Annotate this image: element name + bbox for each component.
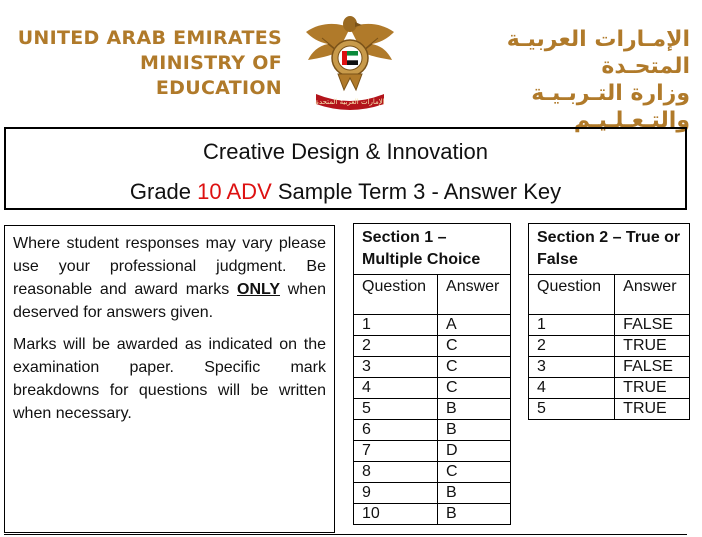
question-number: 10 <box>354 504 438 525</box>
question-number: 6 <box>354 420 438 441</box>
note-1-text-b: when deserved for answers given. <box>13 281 327 321</box>
uae-emblem-icon <box>298 8 402 112</box>
table-row <box>529 315 690 336</box>
answer: TRUE <box>615 336 690 357</box>
answer: TRUE <box>615 378 690 399</box>
answer: A <box>438 315 511 336</box>
table-row <box>354 336 511 357</box>
table-row <box>354 483 511 504</box>
section-1-col-answer: Answer <box>438 275 511 315</box>
question-number: 2 <box>354 336 438 357</box>
marking-notes <box>4 225 335 533</box>
answer: B <box>438 420 511 441</box>
section-2-col-answer: Answer <box>615 275 690 315</box>
note-paragraph-1 <box>13 232 326 324</box>
ar-line-2: وزارة التـربـيـة والتـعـلـيـم <box>531 81 690 133</box>
question-number: 8 <box>354 462 438 483</box>
answer: C <box>438 462 511 483</box>
document-title-box <box>4 127 687 210</box>
question-number: 4 <box>529 378 615 399</box>
answer: C <box>438 336 511 357</box>
en-line-1: UNITED ARAB EMIRATES <box>17 27 282 49</box>
table-row <box>529 399 690 420</box>
note-1-text-a: Where student responses may vary please use your professional judgment. Be reasonable and award marks <box>13 235 326 298</box>
course-title: Creative Design & Innovation <box>203 139 488 164</box>
question-number: 9 <box>354 483 438 504</box>
table-row <box>529 357 690 378</box>
question-number: 4 <box>354 378 438 399</box>
question-number: 2 <box>529 336 615 357</box>
answer: B <box>438 483 511 504</box>
table-row <box>354 315 511 336</box>
answer: FALSE <box>615 315 690 336</box>
table-row <box>354 441 511 462</box>
section-1-title: Section 1 – Multiple Choice <box>354 224 511 275</box>
answer: TRUE <box>615 399 690 420</box>
table-row <box>529 336 690 357</box>
table-row <box>529 378 690 399</box>
question-number: 1 <box>529 315 615 336</box>
table-row <box>354 357 511 378</box>
table-row <box>354 462 511 483</box>
exam-title-level: 10 ADV <box>197 179 272 204</box>
table-row <box>354 504 511 525</box>
ministry-name-english <box>12 26 282 101</box>
exam-title-rest: Sample Term 3 - Answer Key <box>271 179 562 204</box>
answer: FALSE <box>615 357 690 378</box>
answer: C <box>438 357 511 378</box>
question-number: 3 <box>529 357 615 378</box>
table-row <box>354 378 511 399</box>
answer: D <box>438 441 511 462</box>
section-1-col-question: Question <box>354 275 438 315</box>
exam-title-grade: Grade <box>129 179 198 204</box>
section-2-col-question: Question <box>529 275 615 315</box>
ministry-name-arabic <box>412 26 690 134</box>
exam-title <box>6 179 685 205</box>
section-2-title: Section 2 – True or False <box>529 224 690 275</box>
table-row <box>354 420 511 441</box>
emblem-banner-text: الإمارات العربية المتحدة <box>315 98 385 106</box>
question-number: 5 <box>354 399 438 420</box>
page-bottom-rule <box>4 534 687 535</box>
question-number: 3 <box>354 357 438 378</box>
answer: B <box>438 399 511 420</box>
table-row <box>354 399 511 420</box>
question-number: 7 <box>354 441 438 462</box>
section-2-table <box>528 223 690 420</box>
question-number: 5 <box>529 399 615 420</box>
note-paragraph-2: Marks will be awarded as indicated on the examination paper. Specific mark breakdowns for questions will be written when necessary. <box>13 336 326 422</box>
question-number: 1 <box>354 315 438 336</box>
note-1-emphasis: ONLY <box>237 281 280 298</box>
answer: C <box>438 378 511 399</box>
ar-line-1: الإمـارات العربيـة المتحـدة <box>506 27 690 79</box>
en-line-2: MINISTRY OF EDUCATION <box>140 52 282 99</box>
answer: B <box>438 504 511 525</box>
section-1-table <box>353 223 511 525</box>
